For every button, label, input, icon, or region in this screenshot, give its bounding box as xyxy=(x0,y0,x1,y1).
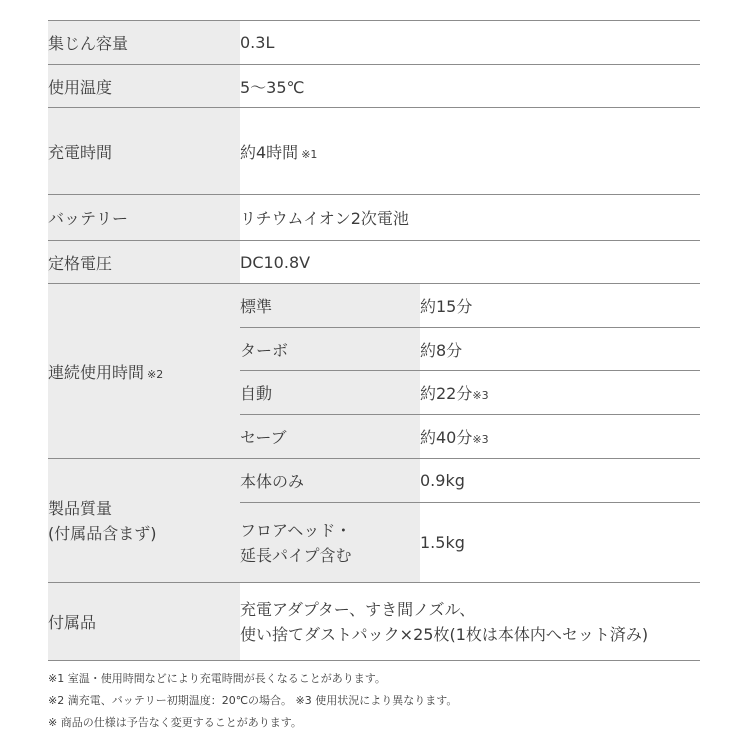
value-dust-capacity: 0.3L xyxy=(240,21,700,65)
weight-item-name xyxy=(240,503,420,583)
label-rated-voltage: 定格電圧 xyxy=(48,241,240,284)
run-time-value-text: 約8分 xyxy=(420,340,463,360)
run-time-mode-value xyxy=(420,415,700,459)
footnote-3: ※ 商品の仕様は予告なく変更することがあります。 xyxy=(48,716,302,729)
run-time-value-note: ※3 xyxy=(472,433,489,446)
run-time-mode-name: セーブ xyxy=(240,415,420,459)
weight-item-name-line2: 延長パイプ含む xyxy=(240,545,352,565)
label-charge-time: 充電時間 xyxy=(48,108,240,195)
weight-item-name: 本体のみ xyxy=(240,459,420,503)
charge-time-note: ※1 xyxy=(301,147,318,161)
run-time-mode-value xyxy=(420,284,700,328)
row-dust-capacity xyxy=(48,21,700,65)
row-accessories xyxy=(48,583,700,661)
run-time-label-text: 連続使用時間 xyxy=(48,362,145,382)
value-charge-time xyxy=(240,108,700,195)
weight-label-line2: (付属品含まず) xyxy=(48,523,157,543)
row-operating-temp xyxy=(48,65,700,108)
weight-label-line1: 製品質量 xyxy=(48,498,113,518)
row-charge-time xyxy=(48,108,700,195)
run-time-value-text: 約22分 xyxy=(420,384,473,403)
run-time-mode-name: 標準 xyxy=(240,284,420,328)
label-battery: バッテリー xyxy=(48,195,240,241)
run-time-value-text: 約15分 xyxy=(420,297,473,316)
run-time-mode-name: 自動 xyxy=(240,371,420,415)
run-time-mode-value xyxy=(420,371,700,415)
run-time-value-text: 約40分 xyxy=(420,428,473,447)
value-accessories xyxy=(240,583,700,661)
footnote-2: ※2 満充電、バッテリー初期温度：20℃の場合。 ※3 使用状況により異なります。 xyxy=(48,694,458,707)
charge-time-text: 約4時間 xyxy=(240,142,299,162)
spec-table xyxy=(48,20,700,661)
row-weight-body xyxy=(48,459,700,503)
footnote-1: ※1 室温・使用時間などにより充電時間が長くなることがあります。 xyxy=(48,672,386,685)
run-time-note: ※2 xyxy=(147,367,164,381)
row-rated-voltage xyxy=(48,241,700,284)
row-battery xyxy=(48,195,700,241)
run-time-value-note: ※3 xyxy=(472,389,489,402)
accessories-line2: 使い捨てダストパック×25枚(1枚は本体内へセット済み) xyxy=(240,624,649,644)
label-dust-capacity: 集じん容量 xyxy=(48,21,240,65)
weight-item-value: 1.5kg xyxy=(420,503,700,583)
run-time-mode-value xyxy=(420,328,700,371)
value-battery: リチウムイオン2次電池 xyxy=(240,195,700,241)
weight-item-value: 0.9kg xyxy=(420,459,700,503)
value-operating-temp: 5～35℃ xyxy=(240,65,700,108)
value-rated-voltage: DC10.8V xyxy=(240,241,700,284)
label-accessories: 付属品 xyxy=(48,583,240,661)
label-operating-temp: 使用温度 xyxy=(48,65,240,108)
label-run-time xyxy=(48,284,240,459)
label-weight xyxy=(48,459,240,583)
weight-item-name-line1: フロアヘッド・ xyxy=(240,520,352,540)
accessories-line1: 充電アダプター、すき間ノズル、 xyxy=(240,599,476,619)
row-run-time-standard xyxy=(48,284,700,328)
run-time-mode-name: ターボ xyxy=(240,328,420,371)
footnotes xyxy=(48,668,457,734)
